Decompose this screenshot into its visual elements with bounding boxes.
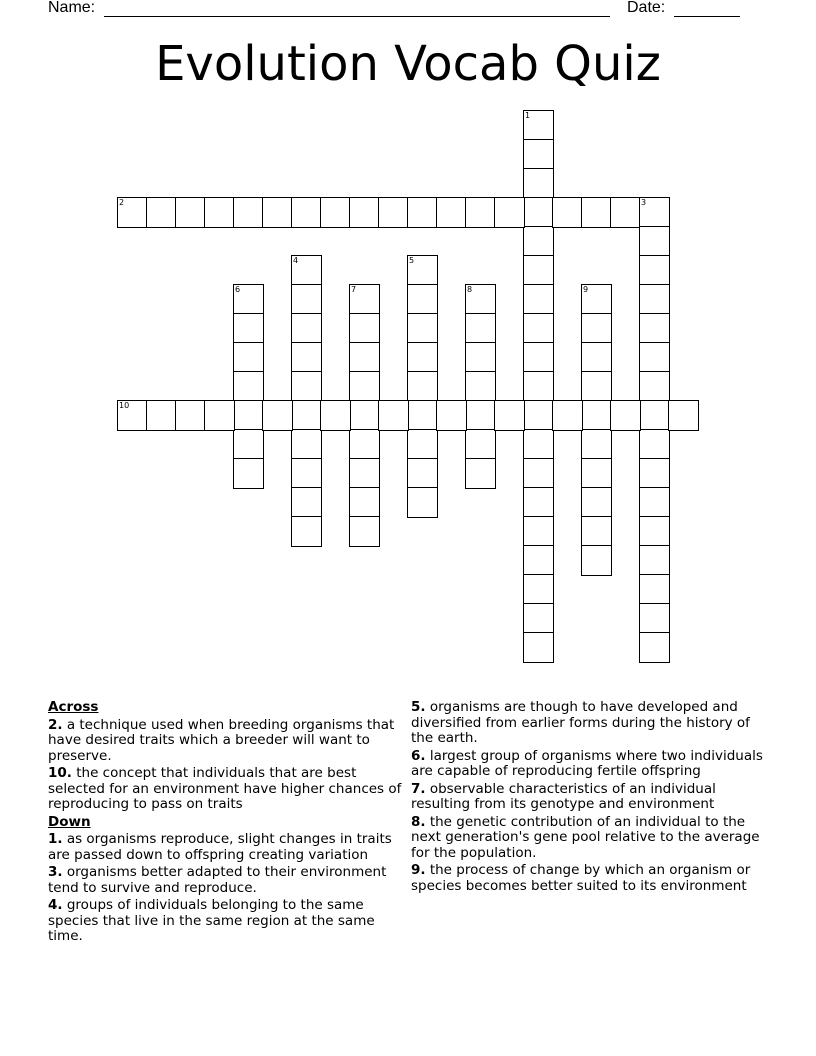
crossword-cell[interactable] (117, 400, 148, 431)
crossword-cell[interactable] (581, 197, 612, 228)
crossword-cell[interactable] (465, 400, 496, 431)
crossword-cell[interactable] (639, 313, 670, 344)
crossword-cell[interactable] (349, 284, 380, 315)
clue-number: 2. (48, 716, 63, 733)
crossword-cell[interactable] (407, 429, 438, 460)
crossword-cell[interactable] (233, 313, 264, 344)
crossword-cell[interactable] (523, 168, 554, 199)
crossword-cell[interactable] (523, 400, 554, 431)
clue-text: observable characteristics of an individual resulting from its genotype and environment (411, 780, 716, 812)
crossword-cell[interactable] (233, 458, 264, 489)
crossword-cell[interactable] (523, 342, 554, 373)
crossword-cell[interactable] (465, 313, 496, 344)
crossword-cell[interactable] (204, 197, 235, 228)
crossword-cell[interactable] (639, 342, 670, 373)
crossword-cell[interactable] (349, 400, 380, 431)
crossword-cell[interactable] (465, 371, 496, 402)
crossword-cell[interactable] (523, 197, 554, 228)
crossword-cell[interactable] (639, 226, 670, 257)
clue-text: the concept that individuals that are best selected for an environment have higher chances of reproducing to pass on traits (48, 765, 402, 812)
crossword-cell[interactable] (465, 197, 496, 228)
clue-text: groups of individuals belonging to the same species that live in the same region at the same time. (48, 897, 375, 944)
crossword-cell[interactable] (291, 371, 322, 402)
crossword-cell[interactable] (523, 313, 554, 344)
clue-number: 8 (467, 285, 473, 294)
crossword-cell[interactable] (349, 487, 380, 518)
clue-number: 1 (525, 111, 531, 120)
crossword-cell[interactable] (523, 284, 554, 315)
clue-item (48, 898, 403, 945)
crossword-cell[interactable] (639, 545, 670, 576)
crossword-cell[interactable] (610, 400, 641, 431)
clue-item (411, 749, 771, 780)
clue-number: 5 (409, 256, 415, 265)
crossword-cell[interactable] (407, 255, 438, 286)
crossword-cell[interactable] (407, 284, 438, 315)
clue-text: organisms better adapted to their environment tend to survive and reproduce. (48, 864, 387, 896)
crossword-cell[interactable] (204, 400, 235, 431)
clue-text: the process of change by which an organism or species becomes better suited to its environment (411, 862, 751, 894)
crossword-cell[interactable] (639, 603, 670, 634)
crossword-cell[interactable] (639, 429, 670, 460)
crossword-cell[interactable] (233, 197, 264, 228)
crossword-cell[interactable] (639, 516, 670, 547)
crossword-cell[interactable] (465, 284, 496, 315)
crossword-cell[interactable] (291, 197, 322, 228)
crossword-cell[interactable] (291, 429, 322, 460)
crossword-cell[interactable] (349, 516, 380, 547)
crossword-cell[interactable] (639, 574, 670, 605)
crossword-cell[interactable] (639, 487, 670, 518)
down-clue-list-continued (411, 700, 771, 894)
crossword-cell[interactable] (523, 458, 554, 489)
crossword-cell[interactable] (523, 226, 554, 257)
clue-number: 4 (293, 256, 299, 265)
clue-number: 2 (119, 198, 125, 207)
crossword-cell[interactable] (262, 197, 293, 228)
crossword-cell[interactable] (407, 371, 438, 402)
down-heading: Down (48, 813, 91, 830)
clue-item (48, 832, 403, 863)
clue-number: 7. (411, 780, 426, 797)
crossword-cell[interactable] (523, 603, 554, 634)
clue-item (411, 700, 771, 747)
crossword-cell[interactable] (407, 313, 438, 344)
crossword-cell[interactable] (349, 197, 380, 228)
crossword-cell[interactable] (610, 197, 641, 228)
crossword-cell[interactable] (291, 313, 322, 344)
crossword-cell[interactable] (523, 487, 554, 518)
clue-text: organisms are though to have developed and diversified from earlier forms during the history of the earth. (411, 699, 750, 746)
clue-item (411, 815, 771, 862)
crossword-cell[interactable] (233, 400, 264, 431)
crossword-cell[interactable] (436, 400, 467, 431)
clue-number: 3 (641, 198, 647, 207)
crossword-cell[interactable] (233, 429, 264, 460)
crossword-cell[interactable] (465, 429, 496, 460)
clue-number: 1. (48, 831, 63, 847)
crossword-cell[interactable] (523, 139, 554, 170)
crossword-cell[interactable] (552, 400, 583, 431)
down-clue-list (48, 832, 403, 945)
crossword-cell[interactable] (407, 197, 438, 228)
crossword-cell[interactable] (378, 197, 409, 228)
crossword-cell[interactable] (581, 545, 612, 576)
crossword-cell[interactable] (407, 458, 438, 489)
across-clue-list (48, 718, 403, 813)
crossword-cell[interactable] (349, 342, 380, 373)
crossword-cell[interactable] (639, 255, 670, 286)
crossword-cell[interactable] (581, 342, 612, 373)
crossword-cell[interactable] (581, 487, 612, 518)
crossword-cell[interactable] (494, 197, 525, 228)
crossword-cell[interactable] (639, 400, 670, 431)
crossword-cell[interactable] (494, 400, 525, 431)
crossword-cell[interactable] (233, 284, 264, 315)
clue-item (48, 766, 403, 813)
crossword-cell[interactable] (581, 429, 612, 460)
crossword-cell[interactable] (552, 197, 583, 228)
clue-number: 7 (351, 285, 357, 294)
clue-number: 9. (411, 862, 426, 878)
crossword-cell[interactable] (639, 284, 670, 315)
crossword-cell[interactable] (581, 284, 612, 315)
crossword-cell[interactable] (668, 400, 699, 431)
crossword-cell[interactable] (639, 371, 670, 402)
clue-text: the genetic contribution of an individual to the next generation's gene pool relative to the average for the population. (411, 813, 760, 861)
crossword-cell[interactable] (581, 516, 612, 547)
crossword-cell[interactable] (639, 632, 670, 663)
clues-right-column (411, 700, 771, 896)
clue-number: 5. (411, 699, 426, 715)
clue-item (48, 865, 403, 896)
crossword-cell[interactable] (146, 400, 177, 431)
clue-number: 10. (48, 765, 72, 781)
crossword-cell[interactable] (523, 255, 554, 286)
crossword-cell[interactable] (523, 429, 554, 460)
crossword-cell[interactable] (291, 400, 322, 431)
crossword-cell[interactable] (581, 313, 612, 344)
crossword-cell[interactable] (523, 110, 554, 141)
crossword-cell[interactable] (291, 487, 322, 518)
crossword-cell[interactable] (465, 342, 496, 373)
clue-item (411, 782, 771, 813)
crossword-cell[interactable] (639, 458, 670, 489)
crossword-cell[interactable] (291, 342, 322, 373)
clue-number: 6 (235, 285, 241, 294)
crossword-cell[interactable] (262, 400, 293, 431)
crossword-cell[interactable] (233, 371, 264, 402)
crossword-cell[interactable] (320, 400, 351, 431)
crossword-cell[interactable] (349, 429, 380, 460)
clue-item (48, 718, 403, 765)
crossword-cell[interactable] (523, 516, 554, 547)
clues-left-column (48, 700, 403, 947)
crossword-cell[interactable] (291, 458, 322, 489)
date-label: Date: (627, 0, 666, 16)
crossword-cell[interactable] (175, 400, 206, 431)
crossword-cell[interactable] (146, 197, 177, 228)
crossword-cell[interactable] (581, 458, 612, 489)
crossword-cell[interactable] (407, 342, 438, 373)
across-heading: Across (48, 699, 99, 715)
crossword-cell[interactable] (349, 313, 380, 344)
crossword-cell[interactable] (175, 197, 206, 228)
crossword-cell[interactable] (465, 458, 496, 489)
crossword-cell[interactable] (378, 400, 409, 431)
crossword-cell[interactable] (117, 197, 148, 228)
crossword-cell[interactable] (523, 545, 554, 576)
clue-number: 6. (411, 747, 426, 764)
crossword-cell[interactable] (291, 255, 322, 286)
clue-item (411, 863, 771, 894)
crossword-cell[interactable] (291, 516, 322, 547)
clue-number: 3. (48, 864, 63, 880)
crossword-cell[interactable] (291, 284, 322, 315)
crossword-cell[interactable] (349, 458, 380, 489)
clue-number: 10 (119, 401, 130, 410)
clue-text: largest group of organisms where two individuals are capable of reproducing fertile offspring (411, 747, 763, 779)
crossword-cell[interactable] (233, 342, 264, 373)
crossword-cell[interactable] (349, 371, 380, 402)
crossword-cell[interactable] (407, 487, 438, 518)
clue-number: 4. (48, 897, 63, 913)
clue-number: 9 (583, 285, 589, 294)
clue-text: a technique used when breeding organisms that have desired traits which a breeder will want to preserve. (48, 716, 395, 764)
crossword-cell[interactable] (523, 574, 554, 605)
crossword-cell[interactable] (523, 632, 554, 663)
crossword-cell[interactable] (581, 371, 612, 402)
clue-number: 8. (411, 813, 426, 830)
crossword-cell[interactable] (581, 400, 612, 431)
name-label: Name: (48, 0, 96, 16)
crossword-cell[interactable] (320, 197, 351, 228)
page-title: Evolution Vocab Quiz (155, 36, 661, 92)
crossword-cell[interactable] (407, 400, 438, 431)
crossword-cell[interactable] (639, 197, 670, 228)
crossword-cell[interactable] (436, 197, 467, 228)
crossword-cell[interactable] (523, 371, 554, 402)
clue-text: as organisms reproduce, slight changes in traits are passed down to offspring creating variation (48, 831, 392, 863)
